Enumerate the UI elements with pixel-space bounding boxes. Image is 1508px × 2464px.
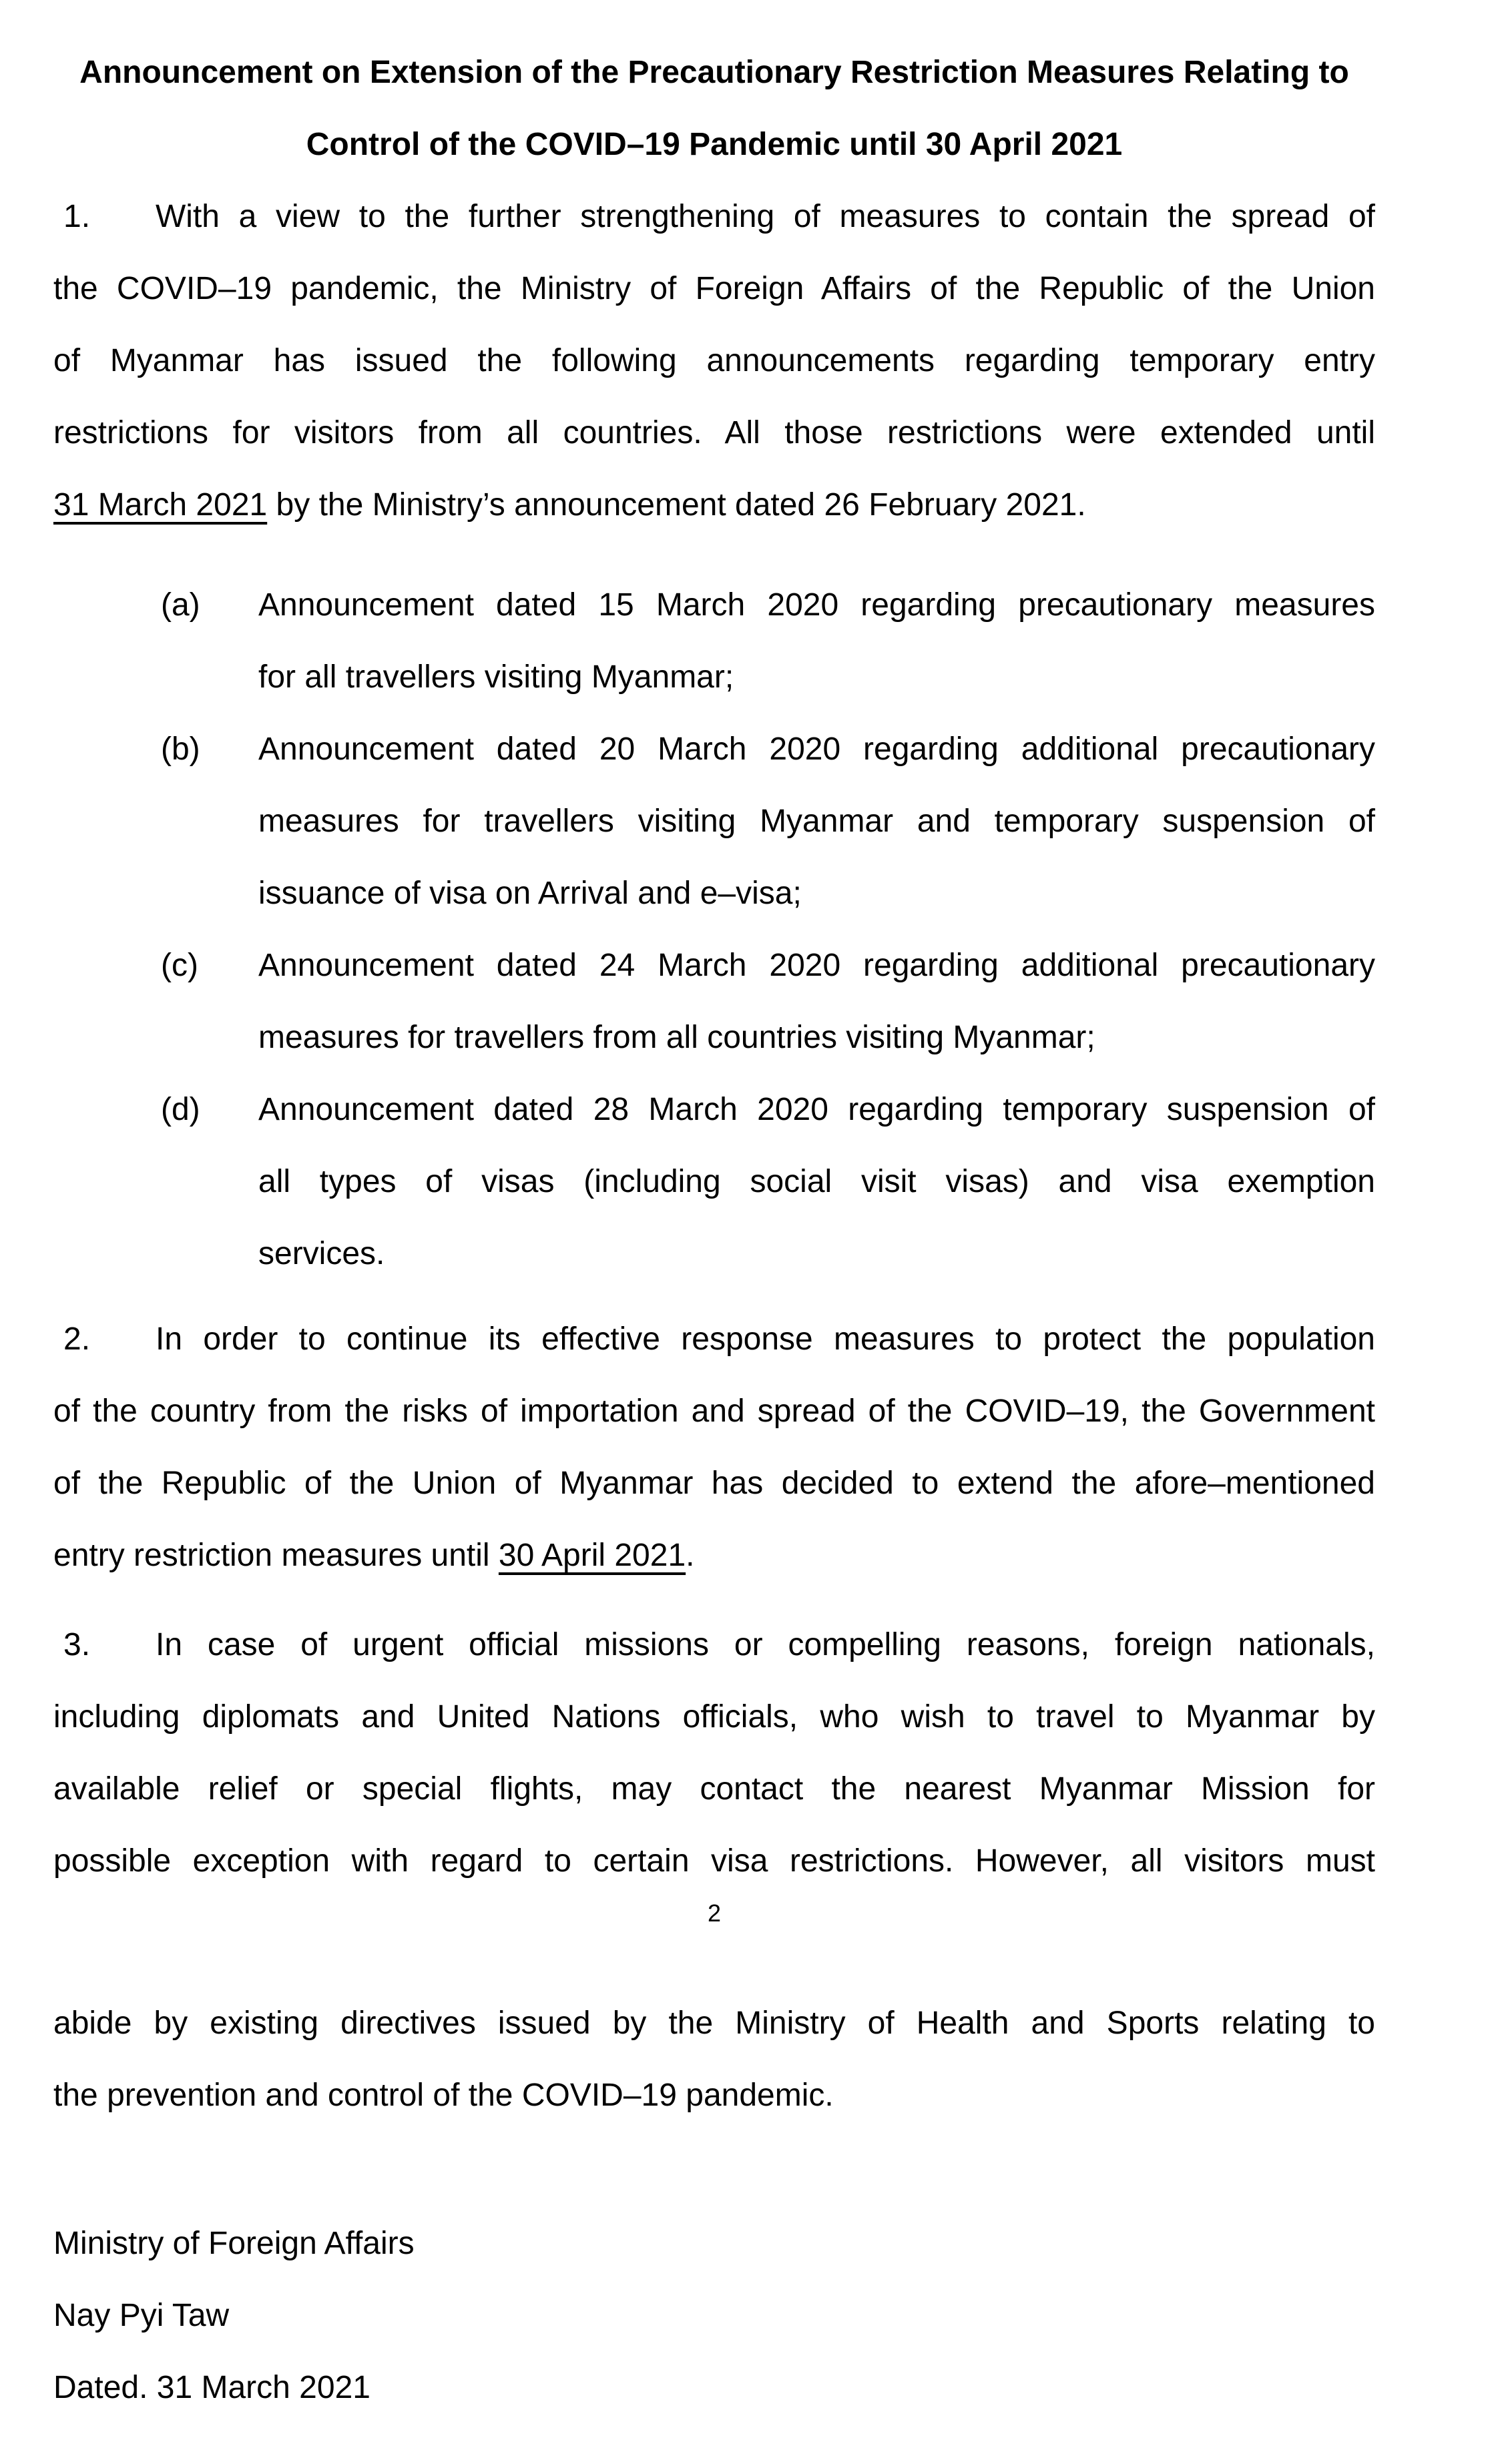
paragraph-2-line-2: of the country from the risks of importation and spread of the COVID–19, the Government — [53, 1394, 1375, 1429]
list-item-c-label: (c) — [161, 948, 198, 983]
paragraph-1-text: With a view to the further strengthening of measures to contain the spread of — [156, 199, 1375, 234]
continuation-line-2: the prevention and control of the COVID–19 pandemic. — [53, 2078, 834, 2113]
paragraph-2-line-4 — [53, 1520, 1375, 1592]
paragraph-3-text: In case of urgent official missions or compelling reasons, foreign nationals, — [156, 1627, 1375, 1662]
signature-city: Nay Pyi Taw — [53, 2298, 230, 2333]
list-item-b-line-1: Announcement dated 20 March 2020 regarding additional precautionary — [258, 731, 1375, 767]
paragraph-3 — [53, 1609, 1375, 1897]
paragraph-2-line-4-period: . — [686, 1538, 695, 1573]
paragraph-1-line-2: the COVID–19 pandemic, the Ministry of Foreign Affairs of the Republic of the Union — [53, 271, 1375, 306]
signature-block — [53, 2208, 1375, 2424]
list-item-d-label: (d) — [161, 1092, 200, 1127]
list-item-c-line-1: Announcement dated 24 March 2020 regarding additional precautionary — [258, 948, 1375, 983]
paragraph-3-continuation — [53, 1987, 1375, 2132]
list-item-a-line-1: Announcement dated 15 March 2020 regarding precautionary measures — [258, 587, 1375, 623]
list-item-b — [53, 713, 1375, 930]
signature-date: Dated. 31 March 2021 — [53, 2370, 370, 2405]
paragraph-2-line-1 — [53, 1303, 1375, 1375]
list-item-b-line-3: issuance of visa on Arrival and e–visa; — [258, 876, 802, 911]
paragraph-1-number: 1. — [63, 199, 91, 234]
paragraph-1-line-3: of Myanmar has issued the following announcements regarding temporary entry — [53, 343, 1375, 378]
list-item-b-line-2: measures for travellers visiting Myanmar and temporary suspension of — [258, 804, 1375, 839]
continuation-line-1: abide by existing directives issued by the Ministry of Health and Sports relating to — [53, 2006, 1375, 2041]
paragraph-2-line-3: of the Republic of the Union of Myanmar has decided to extend the afore–mentioned — [53, 1466, 1375, 1501]
paragraph-1 — [53, 181, 1375, 541]
paragraph-3-line-4: possible exception with regard to certain visa restrictions. However, all visitors must — [53, 1843, 1375, 1879]
document-title-line-1: Announcement on Extension of the Precautionary Restriction Measures Relating to — [79, 55, 1349, 90]
document-title — [53, 37, 1375, 181]
paragraph-1-line-5-text: by the Ministry’s announcement dated 26 February 2021. — [267, 487, 1086, 523]
list-item-b-label: (b) — [161, 731, 200, 767]
underlined-date-31-march-2021: 31 March 2021 — [53, 487, 268, 523]
paragraph-3-line-3: available relief or special flights, may contact the nearest Myanmar Mission for — [53, 1771, 1375, 1807]
paragraph-1-line-4: restrictions for visitors from all countries. All those restrictions were extended until — [53, 415, 1375, 450]
paragraph-1-line-1 — [53, 181, 1375, 253]
signature-ministry: Ministry of Foreign Affairs — [53, 2226, 415, 2261]
underlined-date-30-april-2021: 30 April 2021 — [498, 1538, 686, 1573]
list-item-d-line-3: services. — [258, 1236, 385, 1271]
document-title-line-2: Control of the COVID–19 Pandemic until 30 April 2021 — [306, 127, 1123, 162]
list-item-c — [53, 930, 1375, 1074]
paragraph-3-line-1 — [53, 1609, 1375, 1681]
list-item-a-label: (a) — [161, 587, 200, 623]
list-item-d-line-2: all types of visas (including social visit visas) and visa exemption — [258, 1164, 1375, 1199]
list-item-d — [53, 1074, 1375, 1290]
paragraph-3-number: 3. — [63, 1627, 91, 1662]
list-item-a — [53, 569, 1375, 713]
paragraph-2 — [53, 1303, 1375, 1592]
paragraph-2-number: 2. — [63, 1321, 91, 1357]
paragraph-1-line-5 — [53, 469, 1375, 541]
list-item-a-line-2: for all travellers visiting Myanmar; — [258, 659, 734, 695]
announcement-list — [53, 569, 1375, 1290]
paragraph-2-text: In order to continue its effective response measures to protect the population — [156, 1321, 1375, 1357]
list-item-d-line-1: Announcement dated 28 March 2020 regarding temporary suspension of — [258, 1092, 1375, 1127]
list-item-c-line-2: measures for travellers from all countries visiting Myanmar; — [258, 1020, 1095, 1055]
page-number: 2 — [707, 1899, 722, 1927]
paragraph-2-line-4-text: entry restriction measures until — [53, 1538, 499, 1573]
paragraph-3-line-2: including diplomats and United Nations officials, who wish to travel to Myanmar by — [53, 1699, 1375, 1735]
